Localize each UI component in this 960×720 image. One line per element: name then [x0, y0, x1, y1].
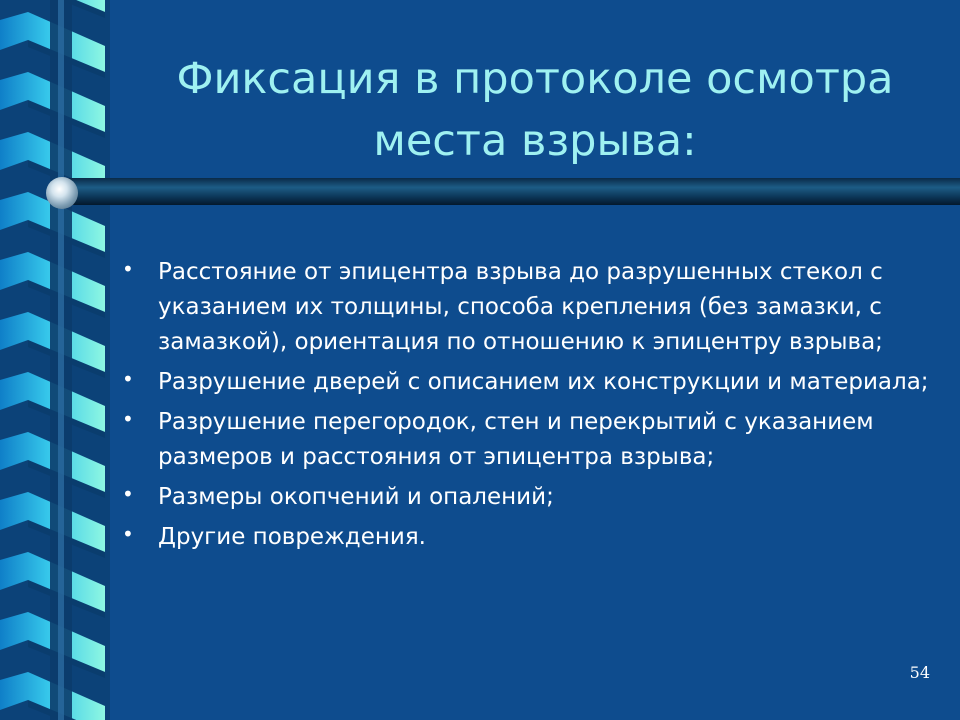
bullet-text: Расстояние от эпицентра взрыва до разрушенных стекол с указанием их толщины, способа крепления (без замазки, с замазкой), ориентация по отношению к эпицентру взрыва;	[158, 259, 883, 355]
bullet-text: Разрушение перегородок, стен и перекрытий с указанием размеров и расстояния от эпицентра взрыва;	[158, 409, 874, 470]
bullet-symbol: •	[122, 407, 134, 431]
bullet-text: Разрушение дверей с описанием их конструкции и материала;	[158, 369, 929, 395]
bullet-list	[118, 255, 938, 560]
bullet-symbol: •	[122, 367, 134, 391]
decorative-ribbon	[0, 0, 110, 720]
bullet-symbol: •	[122, 522, 134, 546]
bullet-symbol: •	[122, 257, 134, 281]
bullet-item	[118, 480, 938, 515]
divider-knob	[46, 177, 78, 209]
title-divider-bar	[60, 178, 960, 205]
page-number: 54	[909, 663, 930, 682]
bullet-text: Другие повреждения.	[158, 524, 426, 550]
bullet-symbol: •	[122, 482, 134, 506]
bullet-item	[118, 405, 938, 475]
title-line-1: Фиксация в протоколе осмотра	[176, 54, 894, 104]
bullet-item	[118, 520, 938, 555]
title-line-2: места взрыва:	[373, 116, 697, 166]
bullet-item	[118, 255, 938, 360]
bullet-item	[118, 365, 938, 400]
bullet-text: Размеры окопчений и опалений;	[158, 484, 554, 510]
slide-title	[110, 48, 960, 172]
